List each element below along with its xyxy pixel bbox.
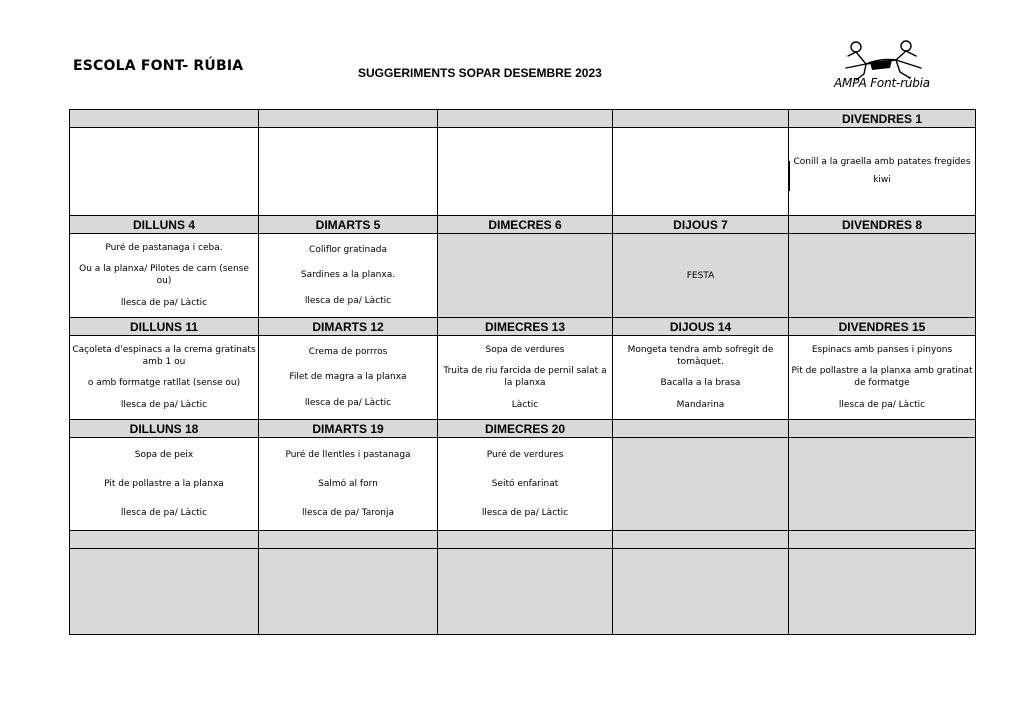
day-header: DILLUNS 11 <box>70 318 259 336</box>
day-header: DIVENDRES 8 <box>789 216 976 234</box>
day-cell <box>789 128 976 216</box>
day-cell <box>70 336 259 420</box>
dinner-menu-table <box>69 109 976 635</box>
day-cell <box>438 549 613 635</box>
menu-title: SUGGERIMENTS SOPAR DESEMBRE 2023 <box>358 66 602 80</box>
day-cell <box>438 336 613 420</box>
day-cell <box>259 336 438 420</box>
ampa-logo-text: AMPA Font-rúbia <box>834 76 930 90</box>
day-cell <box>259 234 438 318</box>
day-cell <box>70 438 259 531</box>
day-cell <box>438 234 613 318</box>
day-cell <box>613 438 789 531</box>
day-cell <box>70 234 259 318</box>
day-header <box>438 531 613 549</box>
day-cell <box>613 234 789 318</box>
week-header-row <box>70 110 976 128</box>
day-header: DIMECRES 20 <box>438 420 613 438</box>
day-header <box>789 531 976 549</box>
day-header <box>259 110 438 128</box>
day-cell <box>259 549 438 635</box>
day-header: DIVENDRES 15 <box>789 318 976 336</box>
week-menu-row <box>70 336 976 420</box>
week-header-row <box>70 531 976 549</box>
day-header: DIMECRES 6 <box>438 216 613 234</box>
menu-item: llesca de pa/ Làctic <box>120 298 208 309</box>
day-cell <box>259 128 438 216</box>
menu-item: Conill a la graella amb patates fregides <box>793 157 971 167</box>
day-cell <box>613 549 789 635</box>
day-header <box>613 420 789 438</box>
day-cell <box>789 438 976 531</box>
menu-item: Làctic <box>511 400 539 411</box>
menu-item: Puré de llentles i pastanaga <box>285 450 411 461</box>
menu-item: Filet de magra a la planxa <box>289 372 407 383</box>
menu-item: Puré de verdures <box>486 450 564 461</box>
menu-item: Bacalla a la brasa <box>660 378 741 389</box>
day-header <box>789 420 976 438</box>
menu-item: llesca de pa/ Làctic <box>838 400 926 411</box>
menu-item: Ou a la planxa/ Pilotes de carn (sense ou) <box>79 264 249 287</box>
day-header <box>70 531 259 549</box>
day-header: DIMARTS 5 <box>259 216 438 234</box>
column-tick <box>258 159 259 189</box>
day-header: DILLUNS 18 <box>70 420 259 438</box>
menu-item: Pit de pollastre a la planxa <box>104 478 224 489</box>
day-cell <box>438 438 613 531</box>
week-header-row <box>70 216 976 234</box>
day-header <box>438 110 613 128</box>
week-menu-row <box>70 438 976 531</box>
day-header: DILLUNS 4 <box>70 216 259 234</box>
menu-item: Mongeta tendra amb sofregit de tomàquet. <box>627 344 774 367</box>
school-name: ESCOLA FONT- RÚBIA <box>73 58 244 74</box>
menu-item: llesca de pa/ Làctic <box>120 400 208 411</box>
day-cell <box>613 336 789 420</box>
day-header <box>613 110 789 128</box>
menu-item: Crema de porrros <box>308 346 388 357</box>
day-header: DIJOUS 7 <box>613 216 789 234</box>
day-cell <box>789 336 976 420</box>
menu-item: Pit de pollastre a la planxa amb gratinat de formatge <box>791 366 973 389</box>
holiday-label: FESTA <box>686 270 715 281</box>
menu-item: Caçoleta d'espinacs a la crema gratinats amb 1 ou <box>72 344 256 367</box>
menu-item: Puré de pastanaga i ceba. <box>105 242 223 253</box>
menu-item: llesca de pa/ Làctic <box>304 398 392 409</box>
day-cell <box>789 234 976 318</box>
menu-item: o amb formatge ratllat (sense ou) <box>87 378 241 389</box>
day-cell <box>70 128 259 216</box>
day-header: DIVENDRES 1 <box>789 110 976 128</box>
menu-item: llesca de pa/ Làctic <box>120 507 208 518</box>
menu-item: llesca de pa/ Làctic <box>304 296 392 307</box>
week-header-row <box>70 318 976 336</box>
day-cell <box>259 438 438 531</box>
menu-item: Coliflor gratinada <box>309 244 387 255</box>
day-header <box>70 110 259 128</box>
menu-item: Sopa de verdures <box>485 344 565 355</box>
day-header: DIMARTS 19 <box>259 420 438 438</box>
menu-item: Sardines a la planxa. <box>300 270 396 281</box>
menu-item: Espinacs amb panses i pinyons <box>811 344 953 355</box>
day-header: DIJOUS 14 <box>613 318 789 336</box>
week-header-row <box>70 420 976 438</box>
day-header: DIMECRES 13 <box>438 318 613 336</box>
day-cell <box>613 128 789 216</box>
column-tick <box>789 161 790 191</box>
menu-item: Sopa de peix <box>134 450 194 461</box>
day-header: DIMARTS 12 <box>259 318 438 336</box>
day-cell <box>70 549 259 635</box>
menu-item: kiwi <box>873 175 891 185</box>
menu-item: llesca de pa/ Làctic <box>481 507 569 518</box>
day-cell <box>789 549 976 635</box>
menu-item: Salmó al forn <box>318 478 378 489</box>
menu-item: Truita de riu farcida de pernil salat a la planxa <box>443 366 607 389</box>
menu-item: Mandarina <box>676 400 725 411</box>
menu-item: Seitó enfarinat <box>491 478 559 489</box>
week-menu-row <box>70 234 976 318</box>
week-menu-row <box>70 549 976 635</box>
week-menu-row <box>70 128 976 216</box>
day-header <box>613 531 789 549</box>
day-header <box>259 531 438 549</box>
menu-item: llesca de pa/ Taronja <box>301 507 395 518</box>
day-cell <box>438 128 613 216</box>
